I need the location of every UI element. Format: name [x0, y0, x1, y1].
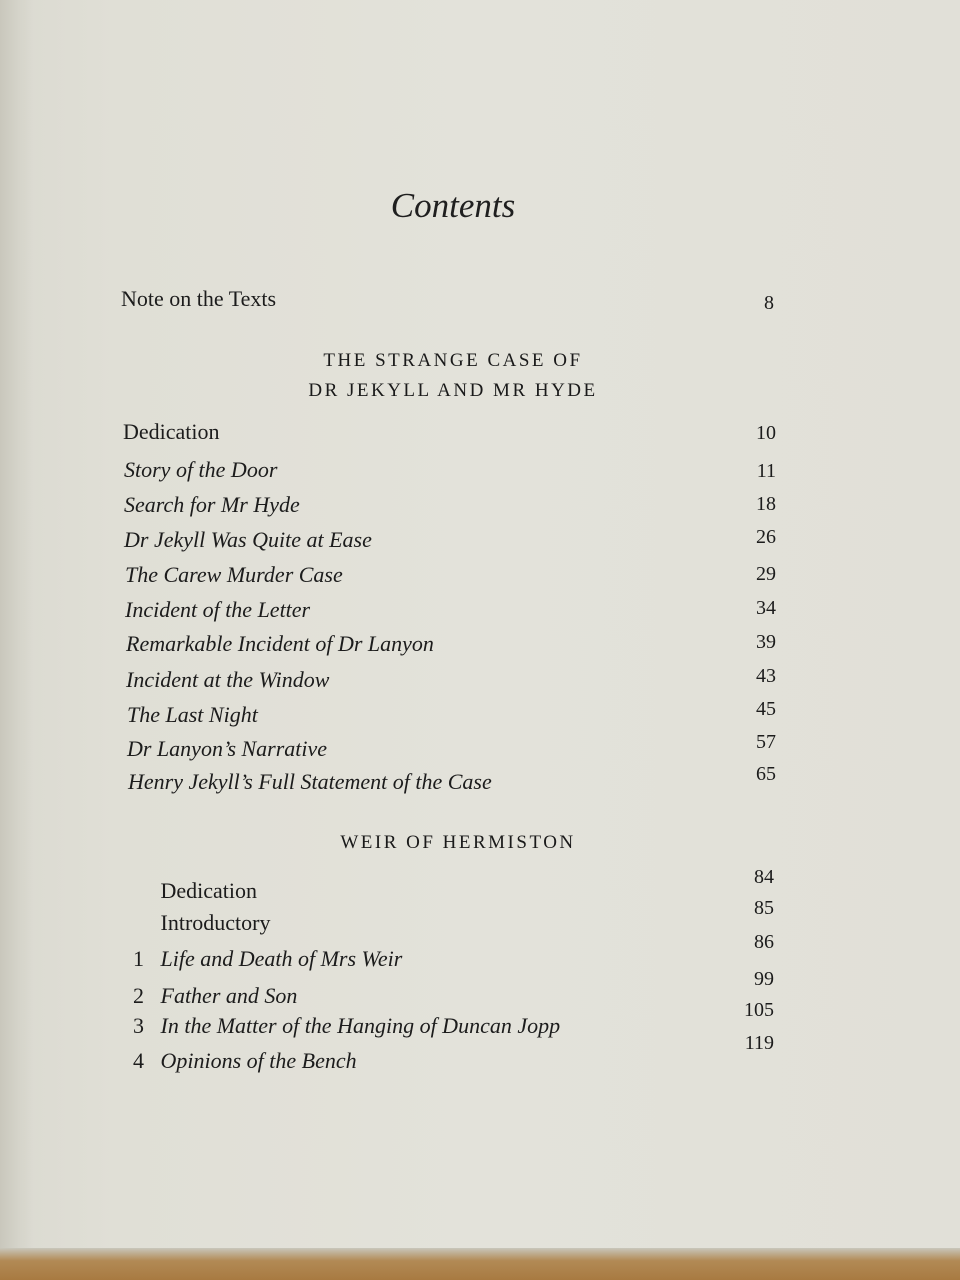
toc-page-number: 43: [756, 665, 776, 687]
toc-entry-title: Dedication: [160, 878, 258, 903]
toc-entry-title: Search for Mr Hyde: [124, 492, 300, 517]
toc-entry: [126, 667, 329, 693]
toc-entry-title: Introductory: [160, 910, 271, 935]
part1-heading-line1: THE STRANGE CASE OF: [323, 350, 583, 371]
table-surface: [0, 1248, 960, 1280]
chapter-number: 4: [133, 1048, 144, 1073]
toc-entry-title: Life and Death of Mrs Weir: [160, 946, 403, 971]
toc-page-number: 119: [744, 1032, 774, 1054]
toc-entry-title: Opinions of the Bench: [160, 1048, 357, 1073]
toc-page-number: 45: [756, 698, 776, 720]
toc-entry: [133, 983, 297, 1009]
page-gutter: [0, 0, 34, 1262]
chapter-number: 2: [133, 983, 144, 1008]
toc-entry: [127, 702, 258, 728]
toc-page-number: 105: [744, 999, 774, 1021]
toc-entry: [124, 492, 300, 518]
toc-entry-title: Dr Lanyon’s Narrative: [127, 736, 328, 761]
chapter-number: 3: [133, 1013, 144, 1038]
chapter-number: 1: [133, 946, 144, 971]
toc-page-number: 65: [756, 763, 776, 785]
part1-heading-line2: DR JEKYLL AND MR HYDE: [308, 380, 598, 401]
toc-entry: [123, 419, 220, 445]
toc-page-number: 26: [756, 526, 776, 548]
part2-heading: WEIR OF HERMISTON: [340, 832, 576, 853]
toc-entry-title: Note on the Texts: [121, 286, 277, 311]
toc-entry-title: The Last Night: [127, 702, 258, 727]
toc-entry: [124, 527, 372, 553]
toc-entry-title: Dr Jekyll Was Quite at Ease: [124, 527, 372, 552]
toc-entry-title: Incident at the Window: [126, 667, 330, 692]
part1-heading: [250, 346, 656, 406]
toc-page-number: 18: [756, 493, 776, 515]
toc-page-number: 85: [754, 897, 774, 919]
toc-entry-title: The Carew Murder Case: [125, 562, 343, 587]
toc-page-number: 29: [756, 563, 776, 585]
toc-entry: [126, 631, 434, 657]
toc-page-number: 34: [756, 597, 776, 619]
toc-entry: [133, 946, 402, 972]
toc-entry: [133, 1013, 560, 1039]
toc-entry: [124, 457, 277, 483]
toc-page-number: 99: [754, 968, 774, 990]
toc-entry-title: Incident of the Letter: [125, 597, 311, 622]
toc-entry-title: Story of the Door: [124, 457, 278, 482]
toc-entry: [125, 597, 310, 623]
toc-entry-note: [121, 286, 276, 312]
toc-page-number: 86: [754, 931, 774, 953]
toc-entry: [133, 878, 257, 904]
toc-entry: [127, 736, 327, 762]
toc-entry: [133, 910, 270, 936]
toc-page-number: 11: [756, 460, 776, 482]
toc-entry-title: Father and Son: [160, 983, 298, 1008]
toc-page-number: 39: [756, 631, 776, 653]
toc-page-number: 57: [756, 731, 776, 753]
toc-page-number: 8: [764, 292, 774, 314]
toc-entry: [133, 1048, 357, 1074]
toc-page-number: 84: [754, 866, 774, 888]
toc-page-number: 10: [756, 422, 776, 444]
toc-entry-title: Dedication: [123, 419, 220, 444]
toc-entry: [128, 769, 492, 795]
toc-entry-title: In the Matter of the Hanging of Duncan Jopp: [160, 1013, 561, 1038]
toc-entry-title: Remarkable Incident of Dr Lanyon: [126, 631, 434, 656]
contents-title: Contents: [390, 186, 516, 225]
toc-entry-title: Henry Jekyll’s Full Statement of the Case: [128, 769, 492, 794]
toc-entry: [125, 562, 343, 588]
